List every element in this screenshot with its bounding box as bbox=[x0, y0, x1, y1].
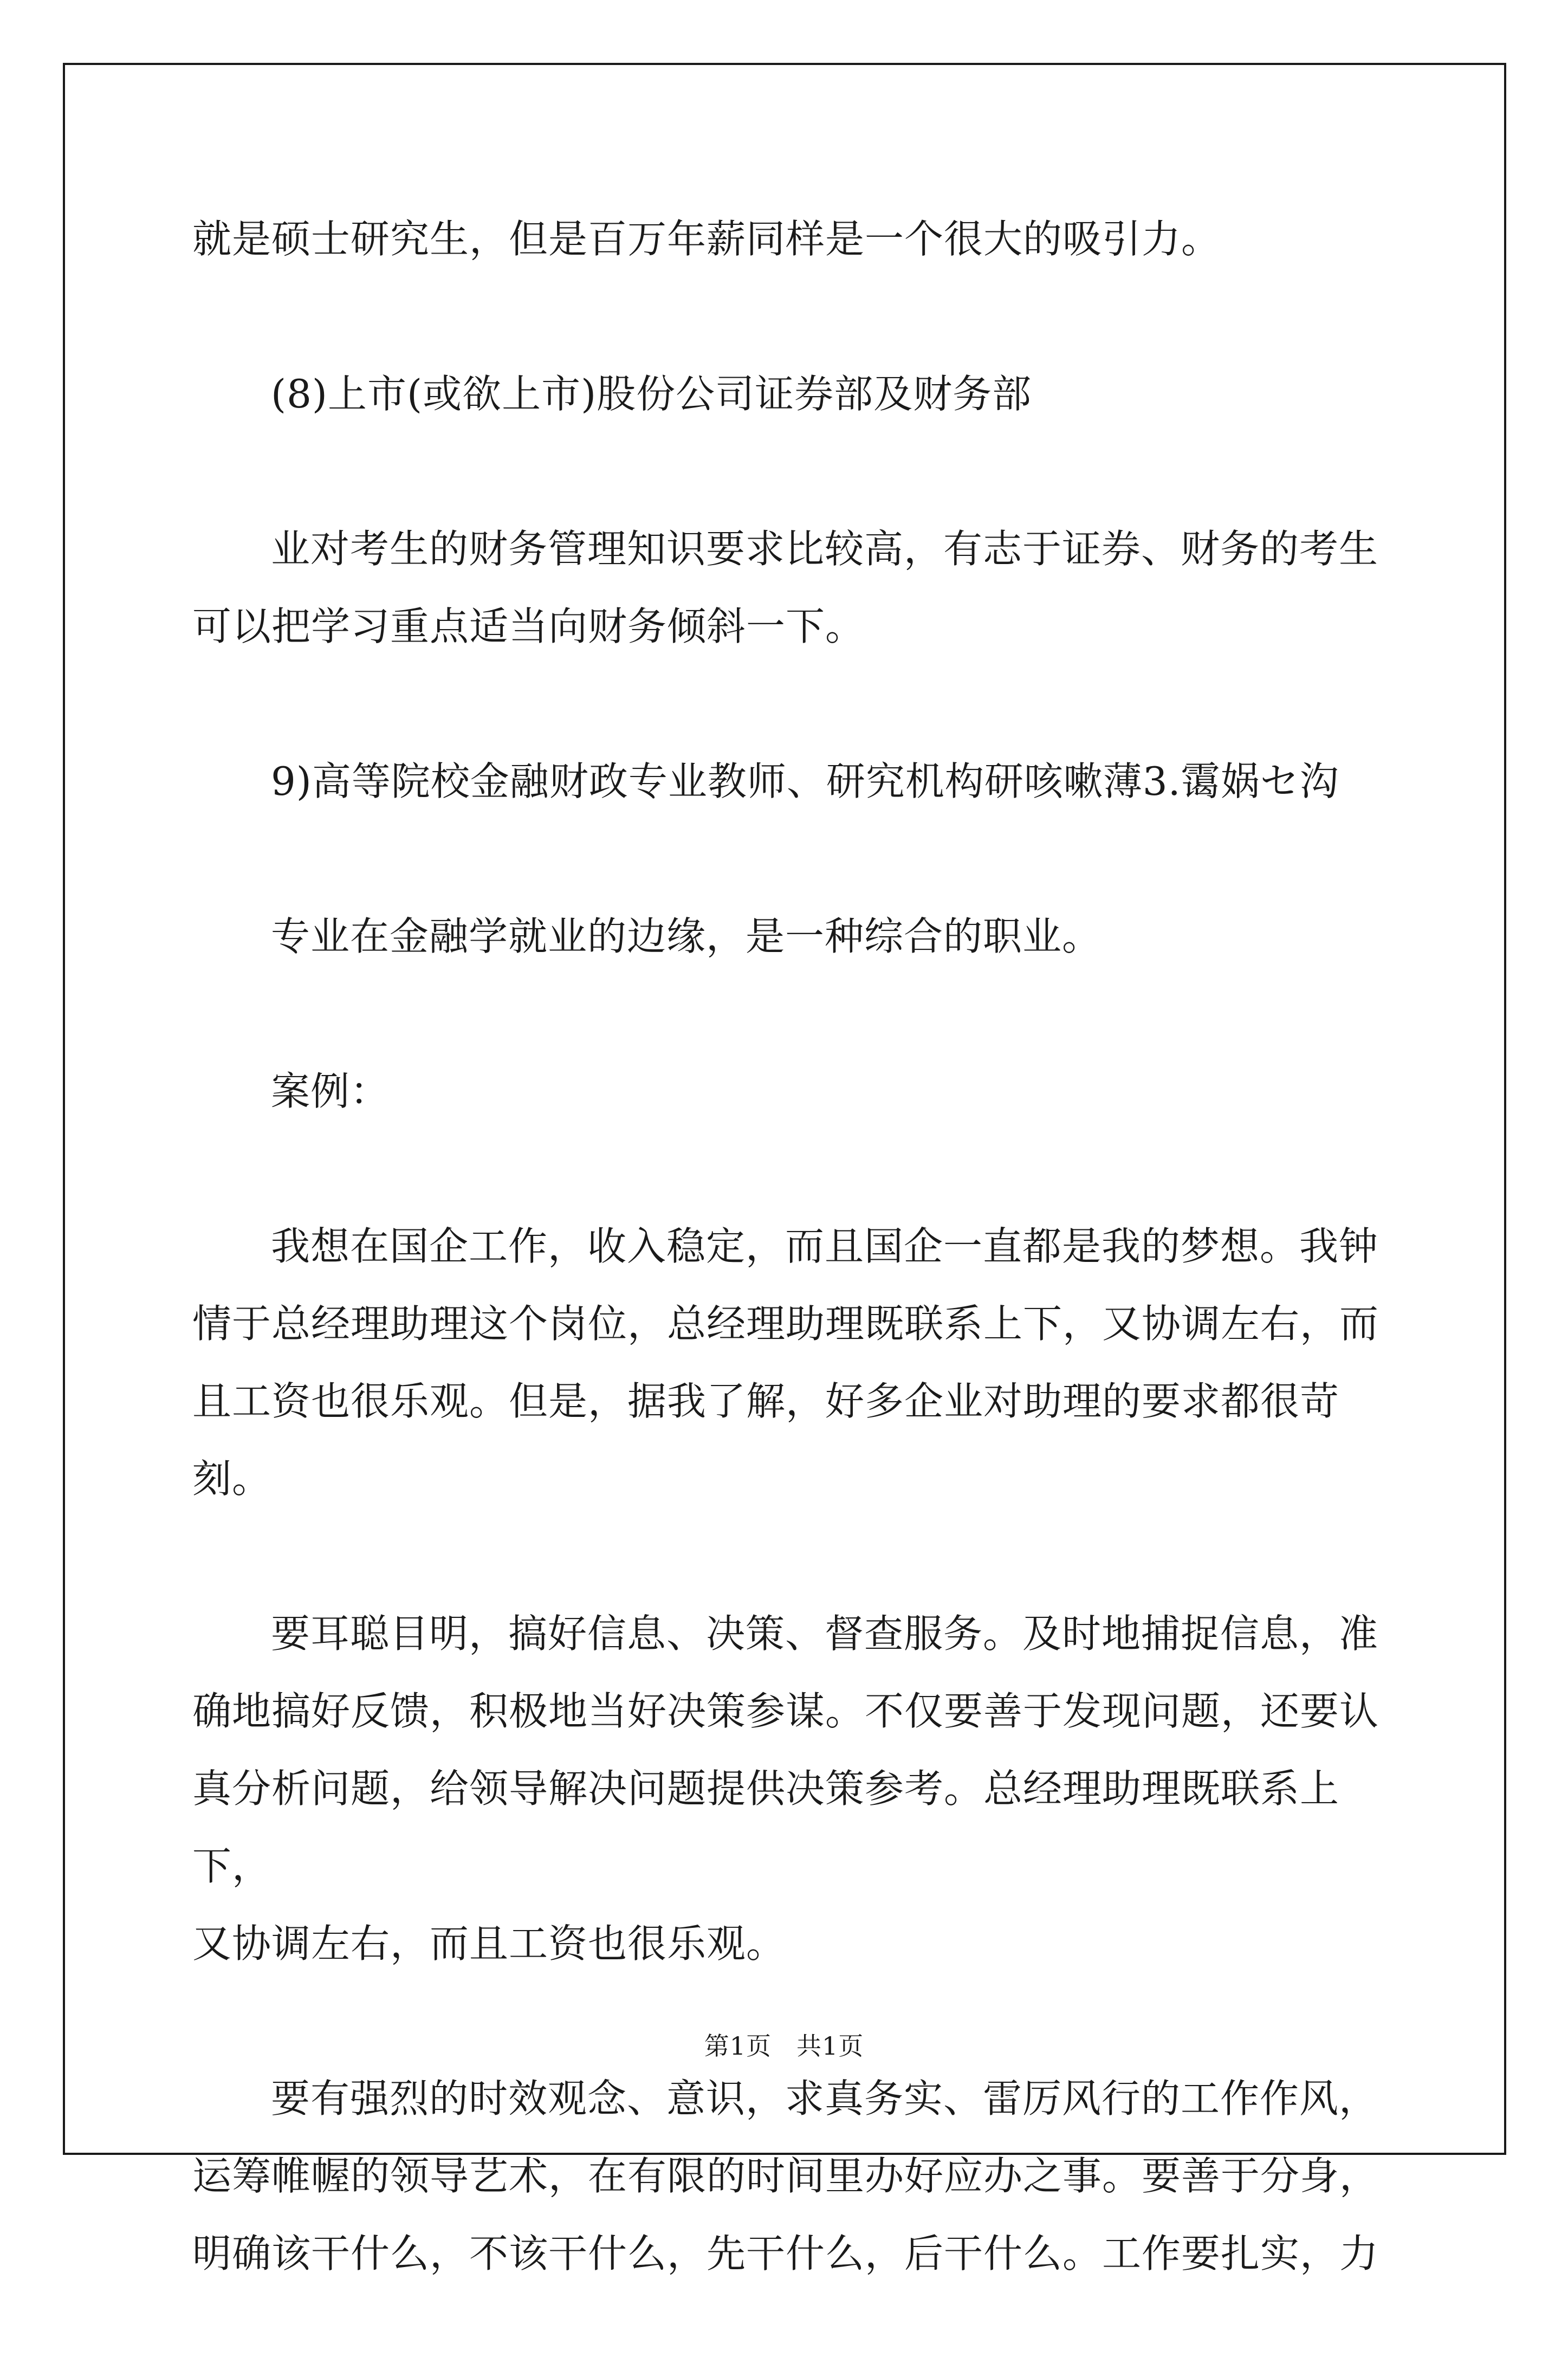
paragraph bbox=[192, 510, 1390, 665]
paragraph-line: 真分析问题，给领导解决问题提供决策参考。总经理助理既联系上下， bbox=[192, 1766, 1340, 1889]
page-number: 第1页 bbox=[704, 2031, 772, 2061]
paragraph-line: 就是硕士研究生，但是百万年薪同样是一个很大的吸引力。 bbox=[192, 216, 1221, 262]
paragraph-line: 且工资也很乐观。但是，据我了解，好多企业对助理的要求都很苛刻。 bbox=[192, 1378, 1340, 1501]
paragraph bbox=[192, 200, 1390, 278]
paragraph-line: 可以把学习重点适当向财务倾斜一下。 bbox=[192, 604, 865, 649]
page-footer bbox=[0, 2026, 1568, 2062]
paragraph bbox=[192, 898, 1390, 975]
paragraph-line: 专业在金融学就业的边缘，是一种综合的职业。 bbox=[271, 914, 1102, 959]
paragraph-line: 又协调左右，而且工资也很乐观。 bbox=[192, 1921, 786, 1966]
paragraph-line: 情于总经理助理这个岗位，总经理助理既联系上下，又协调左右，而 bbox=[192, 1301, 1379, 1346]
paragraph bbox=[192, 355, 1390, 433]
paragraph-line: 要耳聪目明，搞好信息、决策、督查服务。及时地捕捉信息，准 bbox=[271, 1611, 1379, 1656]
paragraph-line: (8)上市(或欲上市)股份公司证券部及财务部 bbox=[271, 371, 1032, 417]
paragraph-line: 我想在国企工作，收入稳定，而且国企一直都是我的梦想。我钟 bbox=[271, 1223, 1379, 1269]
paragraph-line: 确地搞好反馈，积极地当好决策参谋。不仅要善于发现问题，还要认 bbox=[192, 1688, 1379, 1734]
page-total: 共1页 bbox=[796, 2031, 864, 2061]
paragraph-line: 业对考生的财务管理知识要求比较高，有志于证券、财务的考生 bbox=[271, 526, 1379, 572]
paragraph-line: 运筹帷幄的领导艺术，在有限的时间里办好应办之事。要善于分身， bbox=[192, 2153, 1379, 2199]
paragraph bbox=[192, 1595, 1390, 1983]
paragraph-line: 9)高等院校金融财政专业教师、研究机构研咳嗽薄3.霭娲セ沟 bbox=[271, 759, 1339, 804]
paragraph-line: 案例： bbox=[271, 1069, 390, 1114]
paragraph bbox=[192, 2060, 1390, 2293]
paragraph-line: 要有强烈的时效观念、意识，求真务实、雷厉风行的工作作风， bbox=[271, 2076, 1379, 2121]
paragraph bbox=[192, 1208, 1390, 1518]
paragraph bbox=[192, 1053, 1390, 1130]
paragraph bbox=[192, 743, 1390, 820]
paragraph-line: 明确该干什么，不该干什么，先干什么，后干什么。工作要扎实，力 bbox=[192, 2231, 1379, 2276]
